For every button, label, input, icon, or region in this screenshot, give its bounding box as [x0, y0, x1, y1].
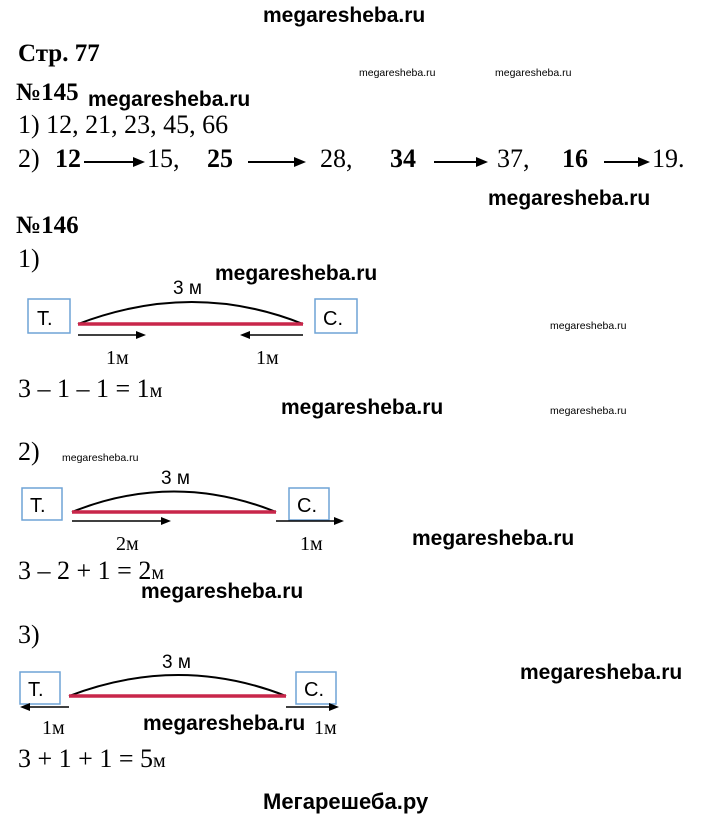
part-2-label: 2)	[18, 437, 40, 466]
box-right-label: С.	[297, 495, 317, 517]
move-left-label: 2м	[116, 533, 139, 555]
watermark-top: megaresheba.ru	[263, 4, 426, 27]
distance-arc	[78, 302, 303, 324]
watermark-small: megaresheba.ru	[550, 405, 627, 417]
page-label: Стр. 77	[18, 40, 100, 67]
part-1-label: 1)	[18, 244, 40, 273]
pair-to: 15,	[147, 144, 180, 173]
watermark-145: megaresheba.ru	[88, 88, 251, 111]
task-145-line2-prefix: 2)	[18, 144, 40, 173]
box-left-label: Т.	[37, 308, 53, 330]
equation-3: 3 + 1 + 1 = 5м	[18, 744, 166, 773]
watermark-small: megaresheba.ru	[62, 452, 139, 464]
move-left-label: 1м	[106, 347, 129, 369]
pair-from: 16	[562, 144, 588, 173]
move-right-label: 1м	[256, 347, 279, 369]
pair-to: 37,	[497, 144, 530, 173]
watermark-146-3-right: megaresheba.ru	[520, 661, 683, 684]
watermark-146-1-eq: megaresheba.ru	[281, 396, 444, 419]
box-left-label: Т.	[30, 495, 46, 517]
distance-arc	[69, 675, 286, 696]
move-right-label: 1м	[314, 717, 337, 738]
watermark-146-3-bottom: megaresheba.ru	[143, 712, 306, 735]
arrow-right-icon	[246, 152, 308, 172]
pair-from: 12	[55, 144, 81, 173]
arrow-right-icon	[82, 152, 147, 172]
move-right-label: 1м	[300, 533, 323, 555]
watermark-146-2-right: megaresheba.ru	[412, 527, 575, 550]
pair-to: 19.	[652, 144, 685, 173]
distance-arc	[72, 492, 276, 513]
equation-1: 3 – 1 – 1 = 1м	[18, 374, 163, 403]
footer-watermark: Мегарешеба.ру	[263, 789, 429, 814]
diagram-2	[14, 466, 354, 556]
watermark-small: megaresheba.ru	[495, 67, 572, 79]
diagram-1	[18, 270, 398, 370]
equation-2: 3 – 2 + 1 = 2м	[18, 556, 164, 585]
distance-label: 3 м	[161, 468, 190, 489]
watermark-146-2-eq: megaresheba.ru	[141, 580, 304, 603]
watermark-small: megaresheba.ru	[359, 67, 436, 79]
box-right-label: С.	[323, 308, 343, 330]
move-left-label: 1м	[42, 717, 65, 738]
part-3-label: 3)	[18, 620, 40, 649]
arrow-right-icon	[432, 152, 490, 172]
pair-from: 25	[207, 144, 233, 173]
pair-from: 34	[390, 144, 416, 173]
watermark-small: megaresheba.ru	[550, 320, 627, 332]
distance-label: 3 м	[162, 652, 191, 673]
task-145-line1: 1) 12, 21, 23, 45, 66	[18, 110, 229, 139]
watermark-146-1-top: megaresheba.ru	[215, 262, 378, 285]
task-145-number: №145	[16, 79, 79, 106]
arrow-right-icon	[602, 152, 652, 172]
task-146-number: №146	[16, 212, 79, 239]
box-right-label: С.	[304, 679, 324, 701]
distance-label: 3 м	[173, 278, 202, 299]
pair-to: 28,	[320, 144, 353, 173]
watermark-145-right: megaresheba.ru	[488, 187, 651, 210]
box-left-label: Т.	[28, 679, 44, 701]
